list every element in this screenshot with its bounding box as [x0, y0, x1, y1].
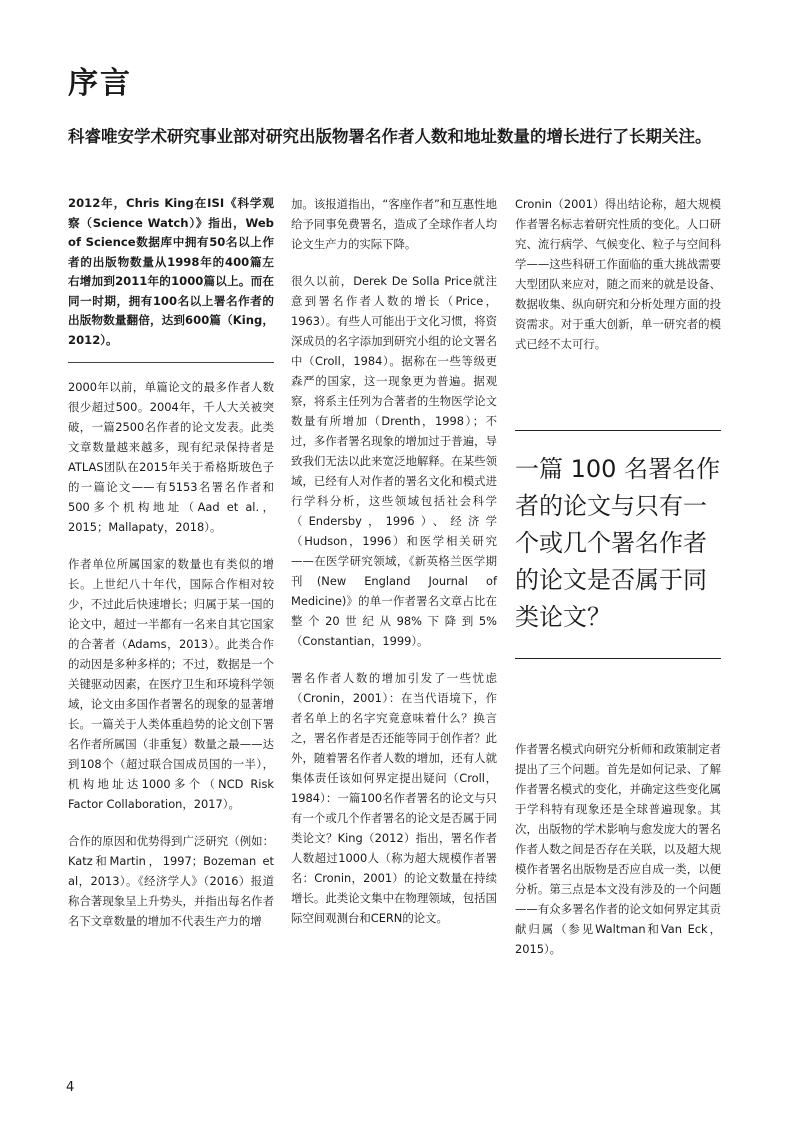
- column-3-lower: [515, 739, 721, 976]
- pull-quote-text: 一篇 100 名署名作者的论文与只有一个或几个署名作者的论文是否属于同类论文？: [515, 455, 721, 631]
- body-paragraph: 很久以前，Derek De Solla Price就注意到署名作者人数的增长（Price，1963）。有些人可能出于文化习惯，将资深成员的名字添加到研究小组的论文署名中（Croll，1984）。据称在一些等级更森严的国家，这一现象更为普遍。据观察，将系主任列为合著者的生物医学论文数量有所增加（Drenth，1998）；不过，多作者署名现象的增加过于普遍，导致我们无法以此来宽泛地解释。在某些领域，已经有人对作者的署名文化和模式进行学科分析，这些领域包括社会科学（Endersby，1996）、经济学（Hudson，1996）和医学相关研究——在医学研究领域，《新英格兰医学期刊(New England Journal of Medicine)》的单一作者署名文章占比在整个20世纪从98%下降到5%（Constantian，1999）。: [291, 274, 497, 648]
- intro-paragraph: 2012年，Chris King在ISI《科学观察（Science Watch）》指出，Web of Science数据库中拥有50名以上作者的出版物数量从1998年的400篇左右增加到2011年的1000篇以上。而在同一时期，拥有100名以上署名作者的出版物数量翻倍，达到600篇（King，2012）。: [68, 194, 274, 363]
- page-number: 4: [66, 1080, 75, 1095]
- column-1: [68, 194, 274, 948]
- lead-paragraph: 科睿唯安学术研究事业部对研究出版物署名作者人数和地址数量的增长进行了长期关注。: [68, 127, 712, 146]
- pull-quote: [515, 430, 721, 659]
- body-paragraph: 合作的原因和优势得到广泛研究（例如：Katz和Martin，1997；Bozeman et al，2013）。《经济学人》（2016）报道称合著现象呈上升势头，并指出每名作者名下文章数量的增加不代表生产力的增: [68, 834, 274, 928]
- body-paragraph: 加。该报道指出，“客座作者”和互惠性地给予同事免费署名，造成了全球作者人均论文生产力的实际下降。: [291, 197, 497, 251]
- body-paragraph: 署名作者人数的增加引发了一些忧虑（Cronin，2001）：在当代语境下，作者名单上的名字究竟意味着什么？换言之，署名作者是否还能等同于创作者？此外，随着署名作者人数的增加，还有人就集体责任该如何界定提出疑问（Croll，1984）：一篇100名作者署名的论文与只有一个或几个作者署名的论文是否属于同类论文？King（2012）指出，署名作者人数超过1000人（称为超大规模作者署名：Cronin，2001）的论文数量在持续增长。此类论文集中在物理领域，包括国际空间观测台和CERN的论文。: [291, 671, 497, 925]
- column-2: [291, 194, 497, 945]
- body-paragraph: 作者单位所属国家的数量也有类似的增长。上世纪八十年代，国际合作相对较少，不过此后快速增长；归属于某一国的论文中，超过一半都有一名来自其它国家的合著者（Adams，2013）。此类合作的动因是多种多样的；不过，数据是一个关键驱动因素，在医疗卫生和环境科学领域，论文由多国作者署名的现象的显著增长。一篇关于人类体重趋势的论文创下署名作者所属国（非重复）数量之最——达到108个（超过联合国成员国的一半），机构地址达1000多个（NCD Risk Factor Collaboration，2017）。: [68, 557, 274, 811]
- body-paragraph: Cronin（2001）得出结论称，超大规模作者署名标志着研究性质的变化。人口研究、流行病学、气候变化、粒子与空间科学——这些科研工作面临的重大挑战需要大型团队来应对，随之而来的就是设备、数据收集、纵向研究和分析处理方面的投资需求。对于重大创新，单一研究者的模式已经不太可行。: [515, 197, 721, 351]
- body-paragraph: 作者署名模式向研究分析师和政策制定者提出了三个问题。首先是如何记录、了解作者署名模式的变化，并确定这些变化属于学科特有现象还是全球普遍现象。其次，出版物的学术影响与愈发庞大的署名作者人数之间是否存在关联，以及超大规模作者署名出版物是否应自成一类，以便分析。第三点是本文没有涉及的一个问题——有众多署名作者的论文如何界定其贡献归属（参见Waltman和Van Eck，2015）。: [515, 742, 721, 956]
- page-title: 序言: [68, 66, 132, 101]
- body-paragraph: 2000年以前，单篇论文的最多作者人数很少超过500。2004年，千人大关被突破，一篇2500名作者的论文发表。此类文章数量越来越多，现有纪录保持者是ATLAS团队在2015年关于希格斯玻色子的一篇论文——有5153名署名作者和500多个机构地址（Aad et al.，2015；Mallapaty，2018）。: [68, 380, 274, 534]
- column-3: [515, 194, 721, 371]
